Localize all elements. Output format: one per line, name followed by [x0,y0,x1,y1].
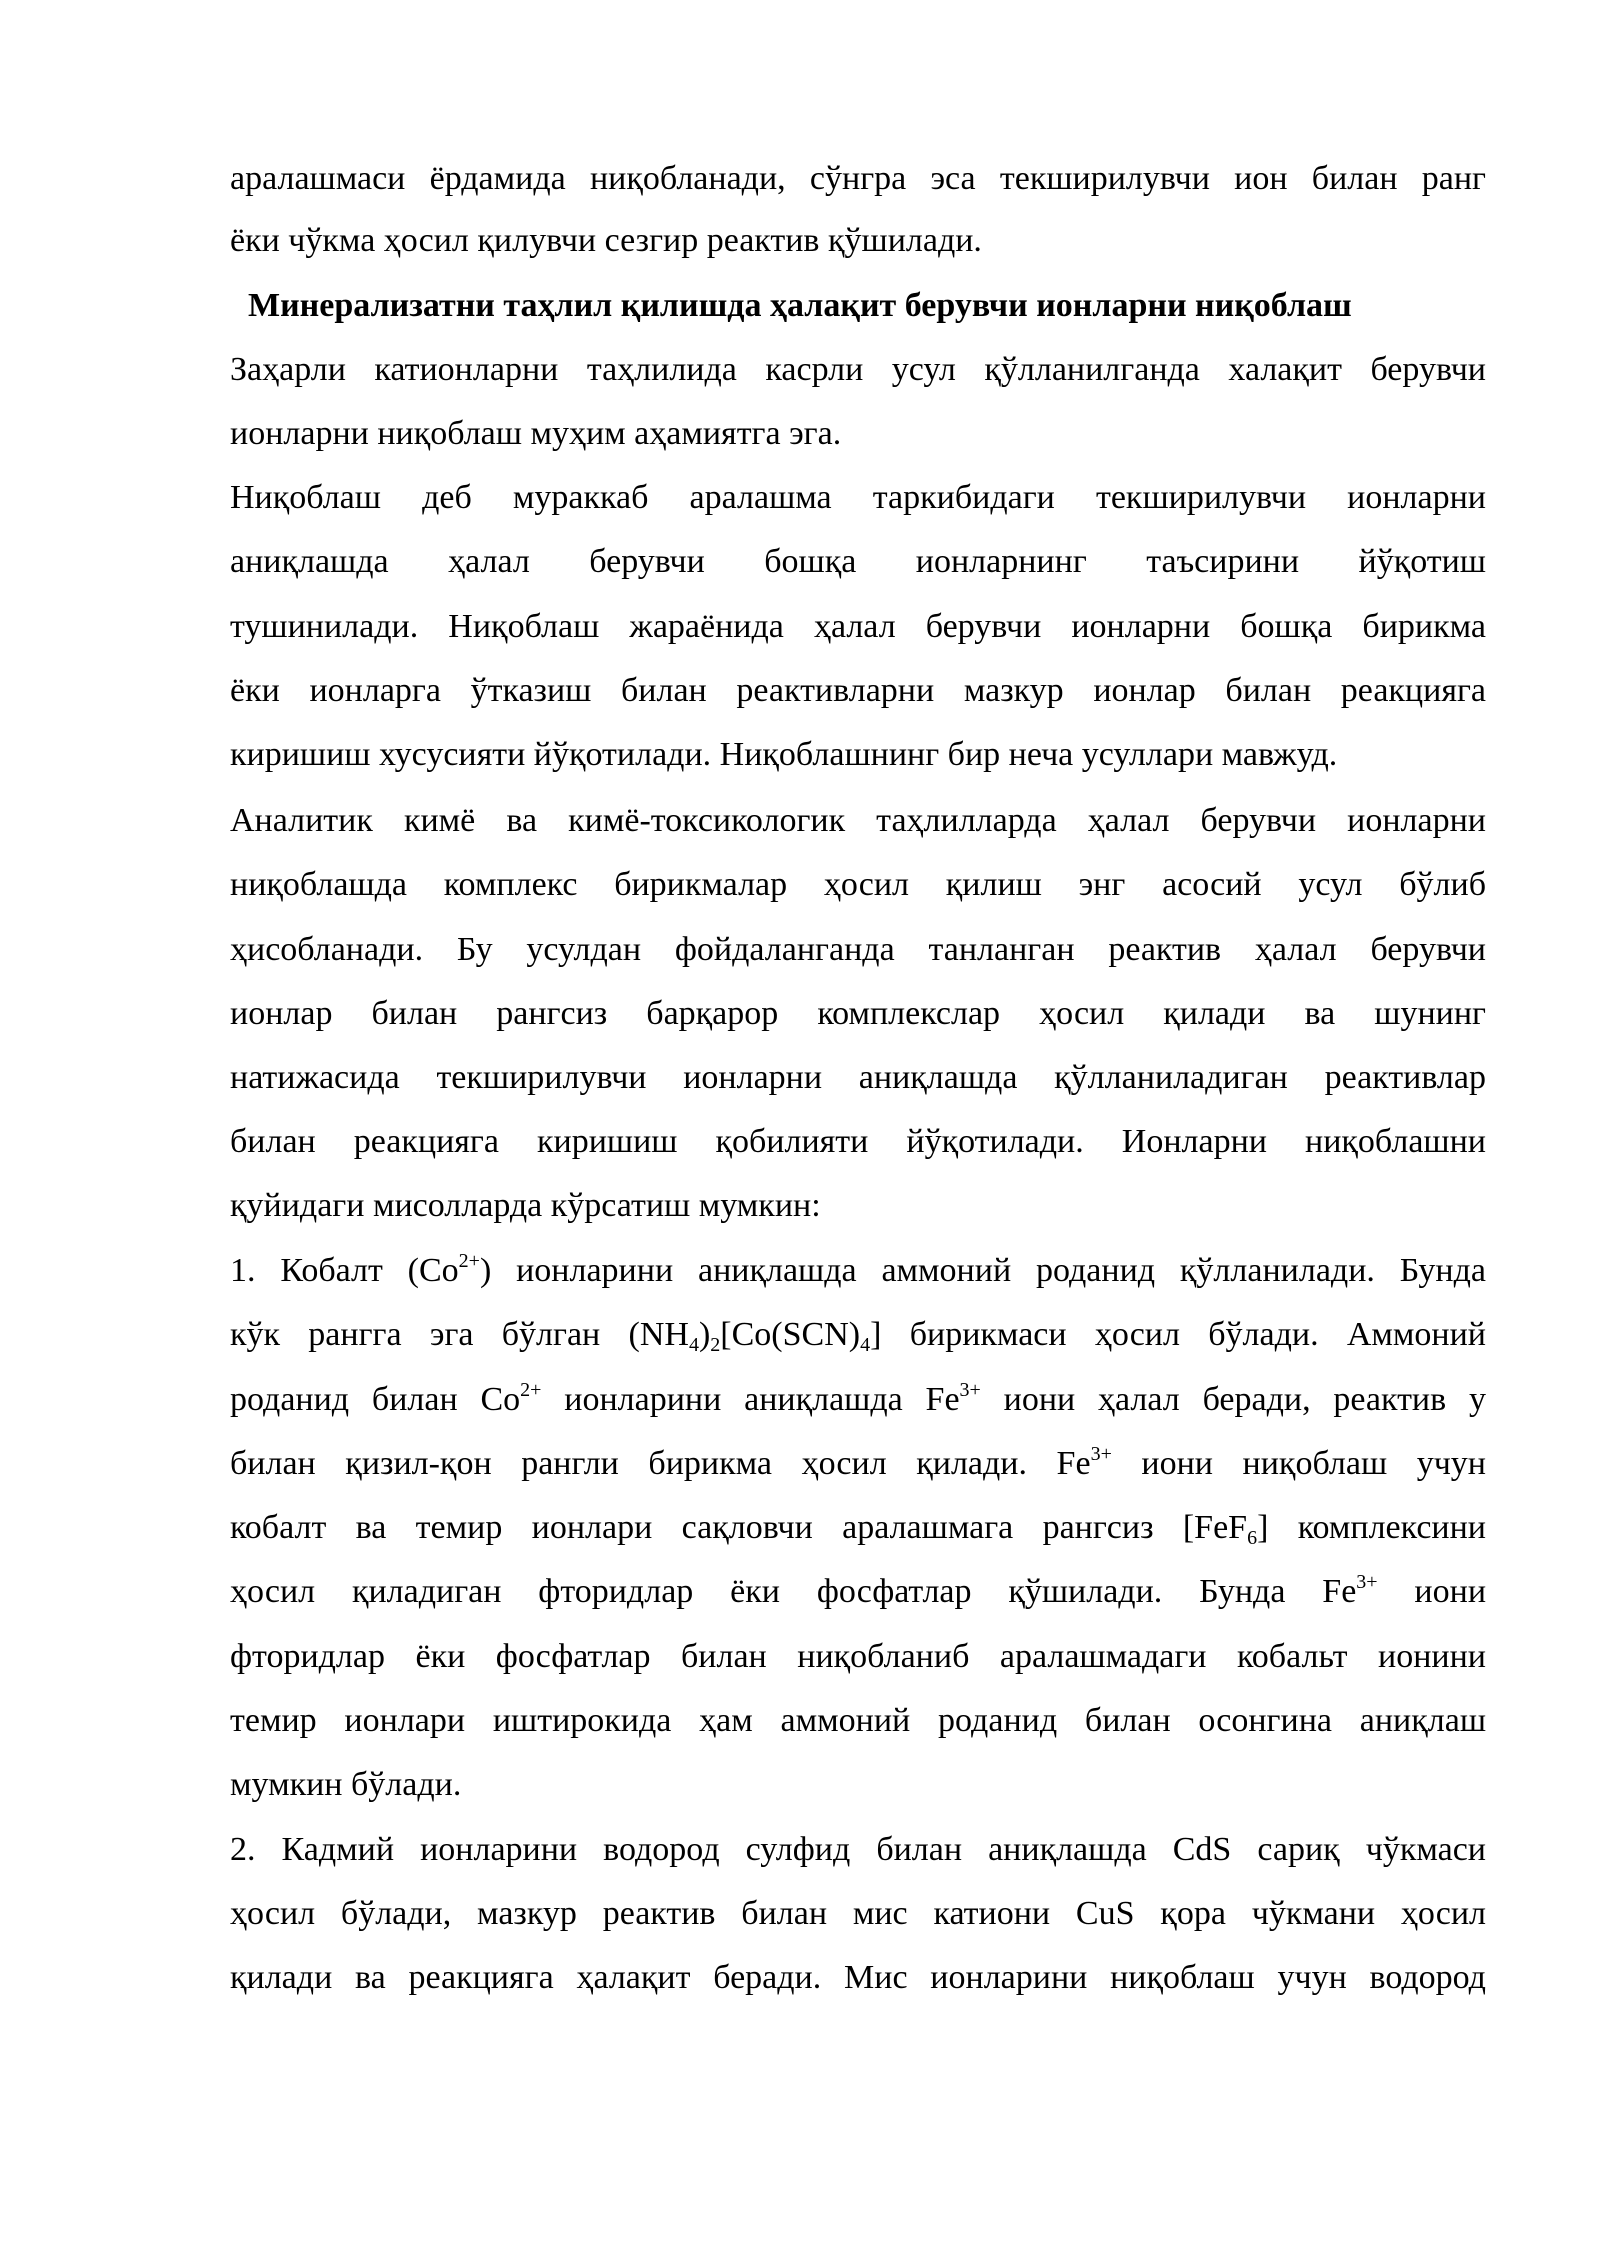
text-run: бирикмаси ҳосил бўлади. Аммоний [909,1316,1487,1353]
formula-part: ) [698,1316,711,1353]
section-heading: Минерализатни таҳлил қилишда ҳалақит берувчи ионларни ниқоблаш [248,287,1352,324]
text-line: мумкин бўлади. [230,1766,462,1803]
charge-superscript: 2+ [458,1250,480,1272]
formula-part: [Co(SCN) [720,1316,861,1353]
text-line [230,1508,1486,1548]
formula-subscript: 4 [688,1334,699,1356]
charge-superscript: 3+ [1090,1443,1112,1465]
text-line [230,1444,1486,1484]
formula-part: Fe [1322,1573,1357,1610]
text-run: иони [1414,1573,1487,1610]
text-line [230,1315,1486,1355]
chemical-formula [628,1316,882,1356]
charge-superscript: 3+ [1356,1571,1378,1593]
text-line: ионлар билан рангсиз барқарор комплекслар ҳосил қилади ва шунинг [230,995,1486,1032]
text-line: Ниқоблаш деб мураккаб аралашма таркибидаги текширилувчи ионларни [230,479,1486,516]
text-run: 1. Кобалт (Co [230,1252,459,1289]
formula-part: ] [870,1316,882,1353]
text-run: кобалт ва темир ионлари сақловчи аралашмага рангсиз [FeF [230,1509,1248,1546]
text-line: натижасида текширилувчи ионларни аниқлашда қўлланиладиган реактивлар [230,1059,1486,1096]
text-line: тушинилади. Ниқоблаш жараёнида ҳалал берувчи ионларни бошқа бирикма [230,608,1486,645]
charge-superscript: 3+ [959,1379,981,1401]
text-run: ҳосил қиладиган фторидлар [230,1573,694,1610]
text-run: роданид билан Co [230,1381,521,1418]
text-line: 2. Кадмий ионларини водород сулфид билан аниқлашда CdS сариқ чўкмаси [230,1831,1486,1868]
text-line: темир ионлари иштирокида ҳам аммоний роданид билан осонгина аниқлаш [230,1702,1486,1739]
text-line: ёки ионларга ўтказиш билан реактивларни мазкур ионлар билан реакцияга [230,672,1486,709]
text-line [230,1380,1486,1420]
charge-superscript: 2+ [520,1379,542,1401]
text-run: ёки фосфатлар қўшилади. Бунда [730,1573,1286,1610]
text-line [230,1572,1486,1612]
text-line: аниқлашда ҳалал берувчи бошқа ионларнинг таъсирини йўқотиш [230,543,1486,580]
formula-part: (NH [628,1316,689,1353]
text-line: киришиш хусусияти йўқотилади. Ниқоблашнинг бир неча усуллари мавжуд. [230,736,1338,773]
formula-subscript: 6 [1247,1527,1258,1549]
text-run: ] комплексини [1257,1509,1486,1546]
text-line: ниқоблашда комплекс бирикмалар ҳосил қилиш энг асосий усул бўлиб [230,866,1486,903]
text-line: қуйидаги мисолларда кўрсатиш мумкин: [230,1187,821,1224]
text-line: қилади ва реакцияга ҳалақит беради. Мис ионларини ниқоблаш учун водород [230,1959,1486,1996]
text-line: Аналитик кимё ва кимё-токсикологик таҳлилларда ҳалал берувчи ионларни [230,802,1486,839]
text-line: ҳисобланади. Бу усулдан фойдаланганда танланган реактив ҳалал берувчи [230,931,1486,968]
formula-subscript: 2 [710,1334,721,1356]
text-run [1322,1573,1377,1610]
text-line: Заҳарли катионларни таҳлилида касрли усул қўлланилганда халақит берувчи [230,351,1486,388]
formula-subscript: 4 [860,1334,871,1356]
text-run: кўк рангга эга бўлган [230,1316,601,1353]
text-line: билан реакцияга киришиш қобилияти йўқотилади. Ионларни ниқоблашни [230,1123,1486,1160]
text-run: ионларини аниқлашда Fe [541,1381,960,1418]
text-line: ионларни ниқоблаш муҳим аҳамиятга эга. [230,415,842,452]
text-line [230,1251,1486,1291]
text-line: фторидлар ёки фосфатлар билан ниқобланиб аралашмадаги кобальт ионини [230,1638,1486,1675]
text-line: ёки чўкма ҳосил қилувчи сезгир реактив қўшилади. [230,222,982,259]
text-run: ) ионларини аниқлашда аммоний роданид қўлланилади. Бунда [479,1252,1486,1289]
text-run: билан қизил-қон рангли бирикма ҳосил қилади. Fe [230,1445,1091,1482]
text-line: аралашмаси ёрдамида ниқобланади, сўнгра эса текширилувчи ион билан ранг [230,160,1486,197]
text-line: ҳосил бўлади, мазкур реактив билан мис катиони CuS қора чўкмани ҳосил [230,1895,1486,1932]
text-run: иони ниқоблаш учун [1111,1445,1486,1482]
text-run: иони ҳалал беради, реактив у [980,1381,1486,1418]
